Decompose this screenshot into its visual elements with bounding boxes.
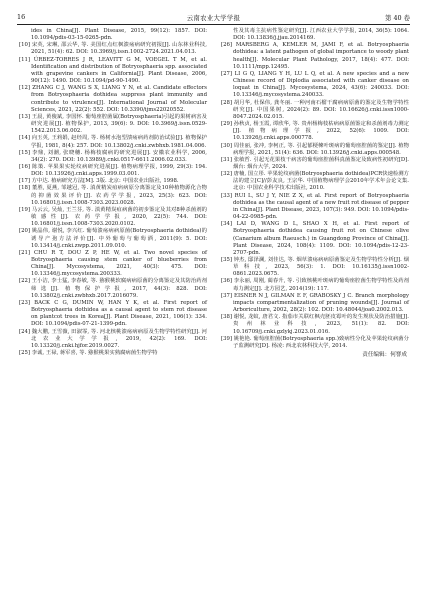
reference-item: [34] LAI D, WANG D L, SHAO X H, et al. First report of Botryosphaeria dothidea causing fruit rot on Chinese olive (Canarium album Raeusch.) in Guangdong Province of China[J]. Plant Disease, 2024, 108(4): 1109. DOI: 10.1094/pdis-12-23-2707-pdn.: [221, 221, 409, 256]
running-header: [17, 12, 410, 24]
reference-column-right: [221, 28, 409, 359]
reference-item: [37] EISNER N J, GILMAN E F, GRABOSKY J C. Branch morphology impacts compartmentalization of pruning wounds[J]. Journal of Arboriculture, 2002, 28(2): 102. DOI: 10.48044/joa0.2002.013.: [221, 292, 409, 314]
reference-item: [32] 唐楠, 国立彤. 苹果轮纹病菌(Botryosphaeria dothidea)PCR快速检测方法的建立[C]//彭友良, 王宗华. 中国植物病理学会2010年学术年会论文集. 北京: 中国农业科学技术出版社, 2010.: [221, 171, 409, 192]
reference-item: [19] 马云云, 吴灿, 王兰芬, 等. 滇黄精炭疽病菌的初步鉴定及其对8种杀菌剂的敏感性[J]. 农药学学报, 2020, 22(5): 744. DOI: 10.16801/j.issn.1008-7303.2020.0102.: [19, 206, 207, 228]
reference-item: [23] BACK C G, DUMIN W, HAN Y K, et al. First report of Botryosphaeria dothidea as a causal agent to stem rot disease on plantcot trees in Korea[J]. Plant Disease, 2021, 106(1): 334. DOI: 10.1094/pdis-07-21-1399-pdn.: [19, 299, 207, 328]
reference-item: [25] 李诚, 王禄, 蒋军喜, 等. 猕猴桃果实熟腐病菌生物学特: [19, 350, 158, 357]
reference-item: [24] 魏大鹏, 王雪薇, 田淑霏, 等. 河北核桃溃疡病病原及生物学特性研究[J]. 河北农业大学学报, 2019, 42(2): 169. DOI: 10.13320/j.cnki.hjfor.2019.0027.: [19, 328, 207, 349]
reference-item: [29] 孙秋贞, 杨玉霞, 谭欣华, 等. 贵州杨梅枝枯病病原菌鉴定和杀菌剂毒力测定[J]. 植物病理学报, 2022, 52(6): 1009. DOI: 10.13926/j.cnki.apps.000778.: [221, 121, 409, 142]
reference-item: [12] ZHANG C J, WANG S X, LIANG Y N, et al. Candidate effectors from Botryosphaeria dothidea suppress plant immunity and contribute to virulence[J]. International Journal of Molecular Sciences, 2021, 22(2): 552. DOI: 10.3390/ijms22020552.: [19, 85, 207, 113]
reference-item: [18] 董胜, 夏燕, 邹越冠, 等. 滇黄精炭疽病病原分离鉴定及10种植物源化合物的抑菌效果评价[J]. 农药学学报, 2023, 25(3): 623. DOI: 10.16801/j.issn.1008-7303.2023.0028.: [19, 185, 207, 206]
editor-signature: 责任编辑：何謇成: [362, 352, 407, 359]
reference-item: [22] 王小洁, 李士猛, 李春敏, 等. 猕猴桃软腐病病原菌的分离鉴定及其防治药剂筛选[J]. 植物保护学报, 2017, 44(3): 828. DOI: 10.13802/j.cnki.zwbhxb.2017.2016079.: [19, 278, 207, 299]
reference-item: [15] 李鼎, 刘潮, 张晓穗. 杨梅枝腐病的研究进展[J]. 安徽农业科学, 2006, 34(2): 270. DOI: 10.13989/j.cnki.0517-6611.2006.02.033.: [19, 149, 207, 163]
reference-item: [10] 宋英, 宋琳, 邵云华, 等. 美国红点红枫溃疡病研究初报[J]. 山东林业科技, 2021, 51(4): 62. DOI: 10.3969/j.issn.1002-2724.2021.04.013.: [19, 42, 207, 56]
reference-item: [17] 方中达. 植病研究方法[M]. 3版. 北京: 中国农业出版社, 1998.: [19, 178, 179, 185]
reference-item: [21] CHU R T, DOU Z P, HE W, et al. Two novel species of Botryosphaeria causing stem canker of blueberries from China[J]. Mycosystema, 2021, 40(3): 475. DOI: 10.13346/j.mycosystema.200333.: [19, 249, 207, 278]
reference-item: [38] 谢悦, 龙蚊, 唐君文. 指茄市关联红枫壳胚皮霉叶的发生规状及防治措施[J]. 贵州林业科技, 2023, 51(1): 82. DOI: 10.16709/j.cnki.gzlykj.2023.01.016.: [221, 314, 409, 335]
reference-item: [26] MARSBERG A, KEMLER M, JAMI F, et al. Botryosphaeria dothidea: a latent pathogen of global importance to woody plant health[J]. Molecular Plant Pathology, 2017, 18(4): 477. DOI: 10.1111/mpp.12495.: [221, 42, 409, 70]
volume-label: 第 40 卷: [385, 14, 410, 22]
header-rule: [17, 24, 410, 25]
reference-continuation: 性及其毒主抗病性鉴定研究[J]. 江西农业大学学报, 2014, 36(5): 1064. DOI: 10.13836/j.jjau.2014169.: [233, 28, 409, 42]
journal-title: 云南农业大学学报: [186, 14, 241, 22]
reference-item: [16] 陈策. 苹果果实轮纹病研究进展[J]. 植物病理学报, 1999, 29(3): 194. DOI: 10.13926/j.cnki.apps.1999.03.001.: [19, 163, 207, 178]
reference-item: [27] LI G Q, LIANG Y H, LU L Q, et al. A new species and a new Chinese record of Diplodia associated with canker disease on loquat in China[J]. Mycosystema, 2024, 43(6): 240033. DOI: 10.13346/j.mycosystema.240033.: [221, 70, 409, 99]
reference-item: [39] 姚艳艳. 葡萄座腔菌(Botryosphaeria spp.)致病性分化及苹果轮纹病菌分子监测研究[D]. 杨凌: 西北农林科技大学, 2014.: [221, 335, 409, 349]
reference-item: [28] 胡月华, 杜保伟, 龚冬丽. 一种河南石榴干腐病病原菌的鉴定及生物学特性研究[J]. 中国果树, 2024(2): 89. DOI: 10.16626/j.cnki.issn1000-8047.2024.02.015.: [221, 99, 409, 120]
reference-item: [30] 周佳丽, 张冲, 李柯正, 等. 引起郁梗楝叶斑病的葡萄座腔菌的鉴定[J]. 植物病理学报, 2021, 51(4): 636. DOI: 10.13926/j.cnki.apps.000548.: [221, 142, 409, 156]
page-number: 16: [17, 13, 26, 21]
reference-item: [14] 向玉英, 王莉娟, 赵经周, 等. 杨树水泡型溃疡病药剂防治试验[J]. 植物保护学报, 1981, 8(4): 257. DOI: 10.13802/j.cnki.zwbhxb.1981.04.006.: [19, 135, 207, 149]
reference-item: [31] 张敏哲. 引起无花果枝干病害的葡萄座腔菌科真菌鉴定及致病性初研究[D]. 烟台: 烟台大学, 2024.: [221, 156, 409, 170]
reference-item: [36] 李永丽, 周刚, 蔺春升, 等. 引致核桃叶斑病的葡萄座腔菌生物学特性及药剂毒力测定[J]. 北方园艺, 2014(19): 117.: [221, 278, 409, 292]
reference-continuation: ides in China[J]. Plant Disease, 2015, 99(12): 1857. DOI: 10.1094/pdis-03-15-0265-pdn.: [31, 28, 207, 42]
reference-item: [35] 钟杰, 邸泽澜, 刘佳达, 等. 烟草溃疡病病原菌鉴定及生物学特性分析[J]. 烟草科技, 2023, 56(3): 1. DOI: 10.16135/j.issn1002-0861.2023.0675.: [221, 257, 409, 278]
reference-item: [20] 姚晶伟, 谢悦, 李兴红. 葡萄溃疡病病原菌(Botryosphaeria dothidea)的诱导产孢方法评价[J]. 中外葡萄与葡萄酒, 2011(9): 5. DOI: 10.13414/j.cnki.zwpp.2011.09.010.: [19, 228, 207, 249]
reference-item: [11] ÚRBEZ-TORRES J R, LEAVITT G M, VOEGEL T M, et al. Identification and distribution of Botryosphaeria spp. associated with grapevine cankers in California[J]. Plant Disease, 2006, 90(12): 1490. DOI: 10.1094/pd-90-1490.: [19, 56, 207, 85]
reference-column-left: [19, 28, 207, 357]
reference-item: [13] 王晨, 黄俊斌, 李国怀. 葡萄座腔菌属(Botryosphaeria)引起的果树病害及研究进展[J]. 植物保护, 2013, 39(6): 9. DOI: 10.3969/j.issn.0529-1542.2013.06.002.: [19, 113, 207, 135]
reference-item: [33] RUI L, SU J Y, NIE Z X, et al. First report of Botryosphaeria dothidea as the causal agent of a new fruit rot disease of pepper in China[J]. Plant Disease, 2023, 107(3): 949. DOI: 10.1094/pdis-04-22-0985-pdn.: [221, 192, 409, 221]
